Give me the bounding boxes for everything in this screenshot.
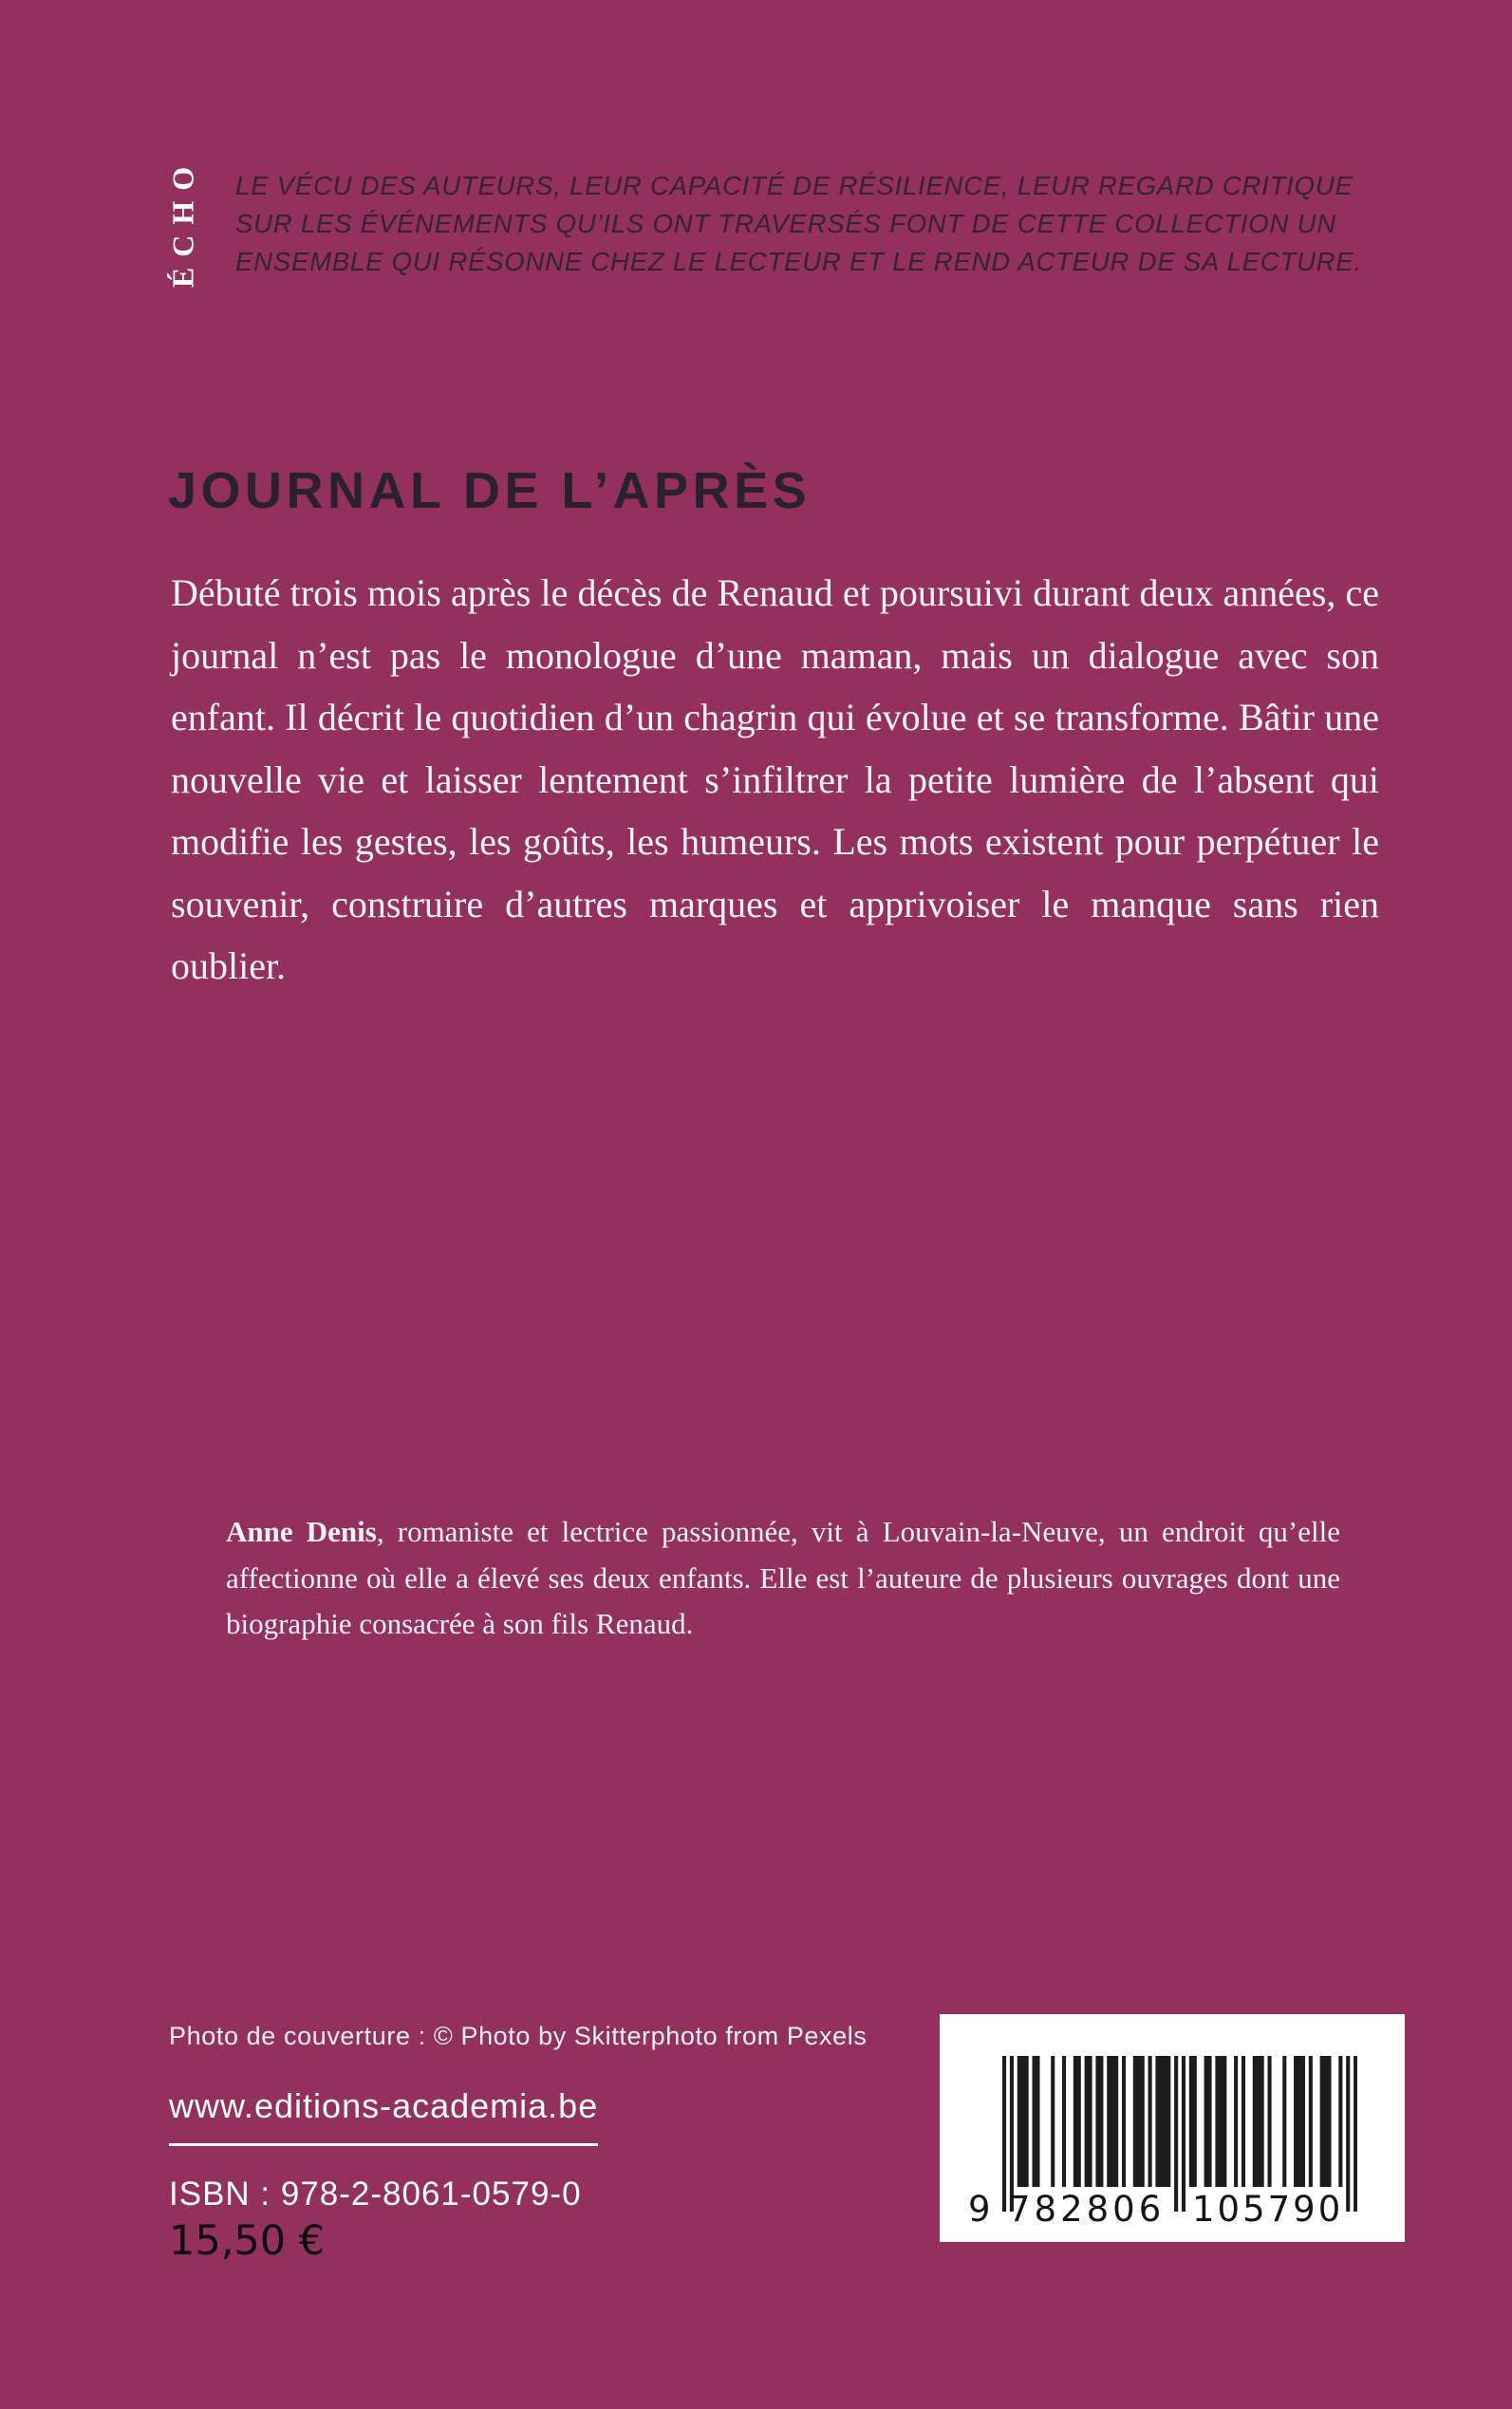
photo-credit: Photo de couverture : © Photo by Skitterphoto from Pexels (169, 2022, 868, 2050)
barcode-digit-lead: 9 (968, 2189, 991, 2230)
collection-blurb-line: ENSEMBLE QUI RÉSONNE CHEZ LE LECTEUR ET LE REND ACTEUR DE SA LECTURE. (235, 247, 1362, 276)
barcode (940, 2014, 1405, 2242)
barcode-digit-group-2: 105790 (1192, 2189, 1344, 2230)
collection-blurb (235, 167, 1393, 281)
price-text: 15,50 € (169, 2217, 326, 2265)
author-bio (226, 1509, 1340, 1648)
author-name: Anne Denis (226, 1515, 377, 1548)
isbn-text: ISBN : 978-2-8061-0579-0 (169, 2176, 582, 2213)
author-bio-text: , romaniste et lectrice passionnée, vit à Louvain-la-Neuve, un endroit qu’elle affectionne où elle a élevé ses deux enfants. Elle est l’auteure de plusieurs ouvrages dont une biographie consacrée à son fils Renaud. (226, 1515, 1340, 1640)
collection-name-vertical: ÉCHO (165, 156, 200, 289)
collection-blurb-line: SUR LES ÉVÉNEMENTS QU’ILS ONT TRAVERSÉS FONT DE CETTE COLLECTION UN (235, 209, 1336, 238)
footer-divider (169, 2143, 598, 2146)
barcode-digit-group-1: 782806 (1008, 2189, 1166, 2230)
book-synopsis: Débuté trois mois après le décès de Renaud et poursuivi durant deux années, ce journal n’est pas le monologue d’une maman, mais un dialogue avec son enfant. Il décrit le quotidien d’un chagrin qui évolue et se transforme. Bâtir une nouvelle vie et laisser lentement s’infiltrer la petite lumière de l’absent qui modifie les gestes, les goûts, les humeurs. Les mots existent pour perpétuer le souvenir, construire d’autres marques et apprivoiser le manque sans rien oublier. (171, 571, 1379, 987)
book-title: JOURNAL DE L’APRÈS (168, 462, 812, 519)
publisher-website: www.editions-academia.be (169, 2086, 599, 2125)
barcode-digits (940, 2189, 1405, 2231)
collection-blurb-line: LE VÉCU DES AUTEURS, LEUR CAPACITÉ DE RÉSILIENCE, LEUR REGARD CRITIQUE (235, 171, 1353, 200)
